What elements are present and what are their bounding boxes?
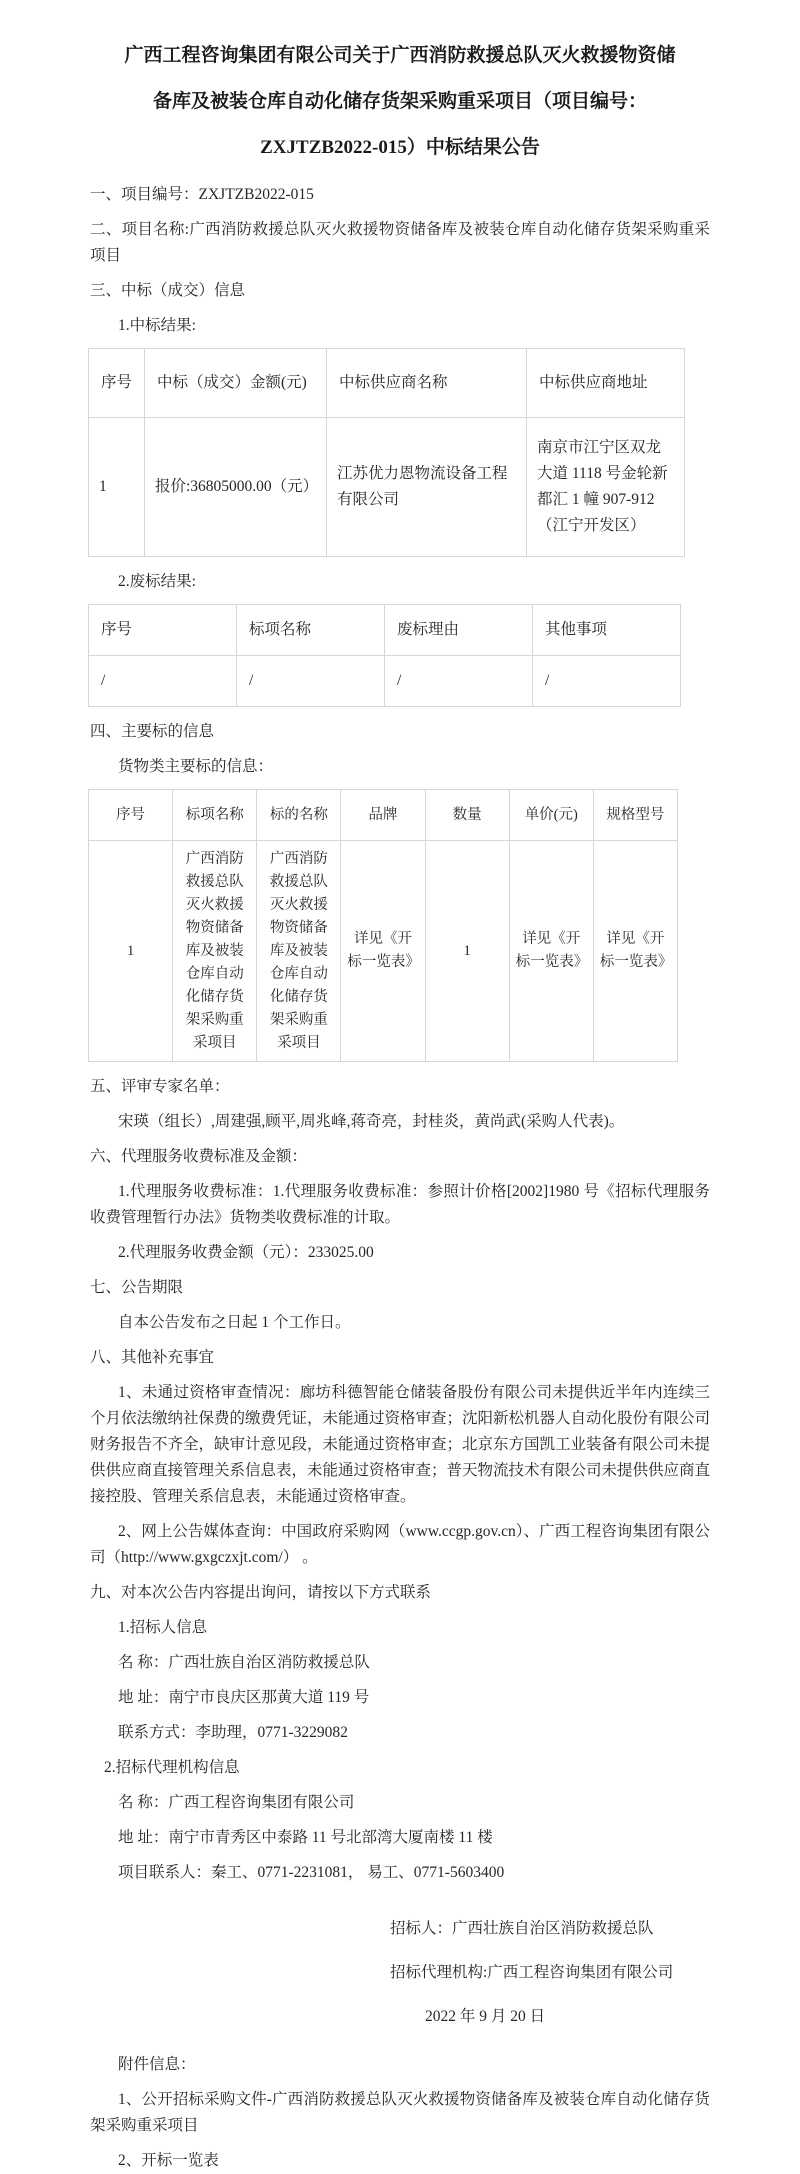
signature-block xyxy=(90,1916,710,2030)
main-subject-table xyxy=(88,789,678,1062)
agency-address: 地 址：南宁市青秀区中泰路 11 号北部湾大厦南楼 11 楼 xyxy=(118,1829,493,1846)
bidder-name: 名 称：广西壮族自治区消防救援总队 xyxy=(118,1654,370,1671)
header-cell-supplier: 中标供应商名称 xyxy=(327,349,527,418)
goods-subject-label: 货物类主要标的信息： xyxy=(118,758,274,775)
section-experts-heading: 五、评审专家名单： xyxy=(90,1078,230,1095)
section-agency-fee-heading: 六、代理服务收费标准及金额： xyxy=(90,1148,308,1165)
supplementary-item-2: 2、网上公告媒体查询：中国政府采购网（www.ccgp.gov.cn）、广西工程咨询集团有限公司（http://www.gxgczxjt.com/） 。 xyxy=(90,1523,710,1566)
section-main-subject-heading: 四、主要标的信息 xyxy=(90,723,215,740)
header-cell-brand: 品牌 xyxy=(341,790,425,841)
section-announcement-period-heading: 七、公告期限 xyxy=(90,1279,184,1296)
table-row xyxy=(89,841,678,1062)
agency-contact: 项目联系人：秦工、0771-2231081， 易工、0771-5603400 xyxy=(118,1864,505,1881)
header-cell-qty: 数量 xyxy=(425,790,509,841)
signature-bidder: 招标人：广西壮族自治区消防救援总队 xyxy=(390,1920,654,1937)
cell-amount: 报价:36805000.00（元） xyxy=(145,418,327,557)
invalid-bid-label: 2.废标结果: xyxy=(118,573,196,590)
header-cell-seq: 序号 xyxy=(89,349,145,418)
bidder-info-heading: 1.招标人信息 xyxy=(118,1619,208,1636)
title-line-1: 广西工程咨询集团有限公司关于广西消防救援总队灭火救援物资储 xyxy=(124,45,676,66)
award-result-table xyxy=(88,348,685,557)
cell-spec: 详见《开标一览表》 xyxy=(593,841,677,1062)
table-row xyxy=(89,656,681,707)
header-cell-lot-name: 标项名称 xyxy=(173,790,257,841)
page-title xyxy=(90,38,710,166)
attachments-heading: 附件信息： xyxy=(118,2056,196,2073)
section-award-info-heading: 三、中标（成交）信息 xyxy=(90,282,246,299)
signature-agency: 招标代理机构:广西工程咨询集团有限公司 xyxy=(390,1964,674,1981)
table-header-row xyxy=(89,605,681,656)
cell-brand: 详见《开标一览表》 xyxy=(341,841,425,1062)
cell-lot-name: 广西消防救援总队灭火救援物资储备库及被装仓库自动化储存货架采购重采项目 xyxy=(173,841,257,1062)
signature-date: 2022 年 9 月 20 日 xyxy=(425,2008,546,2025)
cell-reason: / xyxy=(385,656,533,707)
section-supplementary-heading: 八、其他补充事宜 xyxy=(90,1349,215,1366)
cell-lot: / xyxy=(237,656,385,707)
supplementary-item-1: 1、未通过资格审查情况：廊坊科德智能仓储装备股份有限公司未提供近半年内连续三个月依法缴纳社保费的缴费凭证，未能通过资格审查；沈阳新松机器人自动化股份有限公司财务报告不齐全，缺审计意见段，未能通过资格审查；北京东方国凯工业装备有限公司未提供供应商直接管理关系信息表，未能通过资格审查；普天物流技术有限公司未提供供应商直接控股、管理关系信息表，未能通过资格审查。 xyxy=(90,1384,711,1505)
header-cell-reason: 废标理由 xyxy=(385,605,533,656)
cell-qty: 1 xyxy=(425,841,509,1062)
header-cell-seq: 序号 xyxy=(89,790,173,841)
header-cell-unit-price: 单价(元) xyxy=(509,790,593,841)
table-header-row xyxy=(89,349,685,418)
invalid-bid-table xyxy=(88,604,681,707)
header-cell-seq: 序号 xyxy=(89,605,237,656)
experts-names: 宋瑛（组长）,周建强,顾平,周兆峰,蒋奇亮，封桂炎，黄尚武(采购人代表)。 xyxy=(118,1113,625,1130)
section-inquiry-heading: 九、对本次公告内容提出询问，请按以下方式联系 xyxy=(90,1584,432,1601)
attachment-item-1: 1、公开招标采购文件-广西消防救援总队灭火救援物资储备库及被装仓库自动化储存货架采购重采项目 xyxy=(90,2091,710,2134)
agency-fee-standard: 1.代理服务收费标准：1.代理服务收费标准：参照计价格[2002]1980 号《招标代理服务收费管理暂行办法》货物类收费标准的计取。 xyxy=(90,1183,710,1226)
bidder-contact: 联系方式：李助理，0771-3229082 xyxy=(118,1724,348,1741)
cell-supplier: 江苏优力恩物流设备工程有限公司 xyxy=(327,418,527,557)
title-line-2: 备库及被装仓库自动化储存货架采购重采项目（项目编号： xyxy=(152,91,647,112)
cell-seq: / xyxy=(89,656,237,707)
cell-address: 南京市江宁区双龙大道 1118 号金轮新都汇 1 幢 907-912（江宁开发区） xyxy=(527,418,685,557)
header-cell-lot: 标项名称 xyxy=(237,605,385,656)
title-line-3: ZXJTZB2022-015）中标结果公告 xyxy=(260,137,540,158)
header-cell-amount: 中标（成交）金额(元) xyxy=(145,349,327,418)
cell-unit-price: 详见《开标一览表》 xyxy=(509,841,593,1062)
table-header-row xyxy=(89,790,678,841)
header-cell-spec: 规格型号 xyxy=(593,790,677,841)
cell-other: / xyxy=(533,656,681,707)
cell-seq: 1 xyxy=(89,418,145,557)
cell-subject-name: 广西消防救援总队灭火救援物资储备库及被装仓库自动化储存货架采购重采项目 xyxy=(257,841,341,1062)
section-project-number: 一、项目编号：ZXJTZB2022-015 xyxy=(90,186,314,203)
attachment-item-2: 2、开标一览表 xyxy=(118,2152,219,2169)
cell-seq: 1 xyxy=(89,841,173,1062)
table-row xyxy=(89,418,685,557)
agency-info-heading: 2.招标代理机构信息 xyxy=(104,1759,240,1776)
header-cell-address: 中标供应商地址 xyxy=(527,349,685,418)
agency-name: 名 称：广西工程咨询集团有限公司 xyxy=(118,1794,355,1811)
award-result-label: 1.中标结果: xyxy=(118,317,196,334)
header-cell-other: 其他事项 xyxy=(533,605,681,656)
header-cell-subject-name: 标的名称 xyxy=(257,790,341,841)
section-project-name: 二、项目名称:广西消防救援总队灭火救援物资储备库及被装仓库自动化储存货架采购重采项目 xyxy=(90,221,710,264)
bidder-address: 地 址：南宁市良庆区那黄大道 119 号 xyxy=(118,1689,370,1706)
agency-fee-amount: 2.代理服务收费金额（元）：233025.00 xyxy=(118,1244,374,1261)
announcement-period-text: 自本公告发布之日起 1 个工作日。 xyxy=(118,1314,351,1331)
